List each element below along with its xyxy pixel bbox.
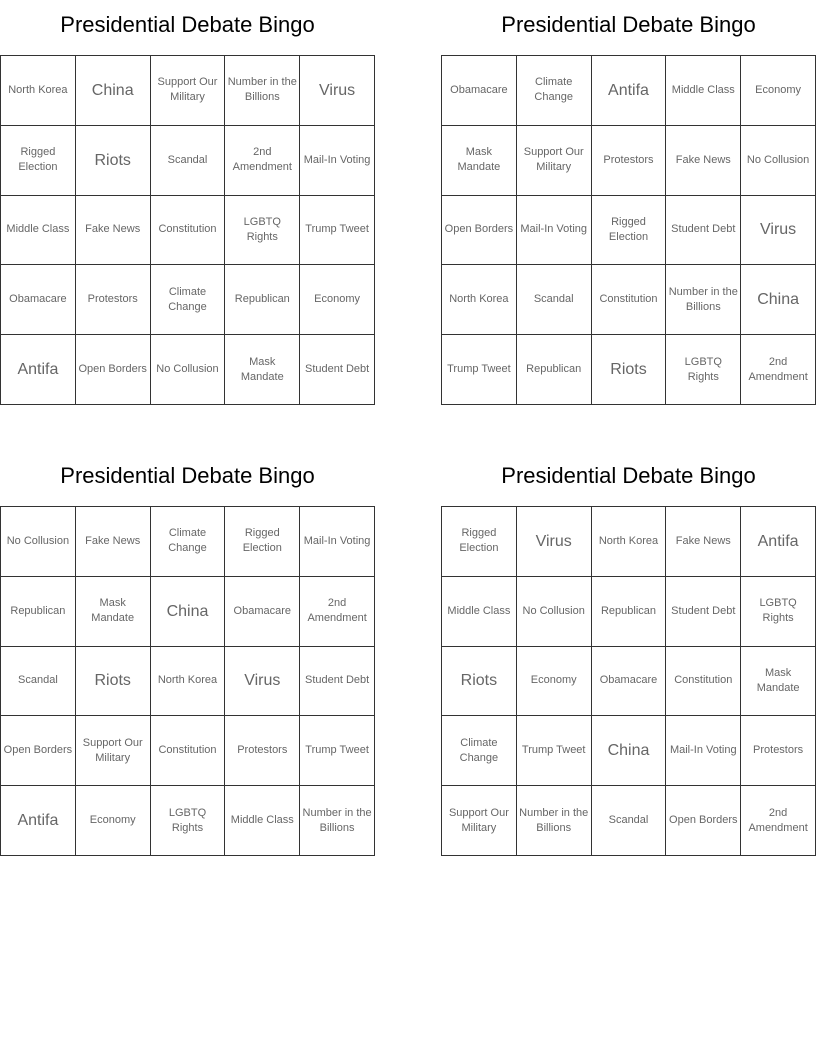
bingo-cell: China — [741, 265, 816, 335]
bingo-cell: Trump Tweet — [442, 335, 517, 405]
bingo-cell: No Collusion — [741, 126, 816, 196]
bingo-cell: 2nd Amendment — [300, 577, 375, 647]
bingo-grid — [0, 55, 375, 405]
bingo-cell: Fake News — [666, 507, 741, 577]
bingo-cell: China — [76, 56, 151, 126]
bingo-cell: Virus — [300, 56, 375, 126]
bingo-cell: China — [151, 577, 226, 647]
bingo-cell: 2nd Amendment — [741, 786, 816, 856]
bingo-cell: Rigged Election — [442, 507, 517, 577]
bingo-cell: Mail-In Voting — [300, 126, 375, 196]
bingo-cell: Mail-In Voting — [300, 507, 375, 577]
bingo-cell: Constitution — [151, 716, 226, 786]
bingo-cell: Virus — [741, 196, 816, 266]
bingo-cell: Mask Mandate — [76, 577, 151, 647]
bingo-cell: Trump Tweet — [300, 196, 375, 266]
bingo-cell: Middle Class — [225, 786, 300, 856]
bingo-cell: Number in the Billions — [517, 786, 592, 856]
bingo-cell: Protestors — [76, 265, 151, 335]
bingo-cell: Protestors — [592, 126, 667, 196]
bingo-cell: Open Borders — [666, 786, 741, 856]
bingo-cell: Riots — [76, 647, 151, 717]
bingo-cell: Number in the Billions — [225, 56, 300, 126]
bingo-cell: Climate Change — [442, 716, 517, 786]
bingo-cell: 2nd Amendment — [741, 335, 816, 405]
bingo-cell: Obamacare — [442, 56, 517, 126]
bingo-cell: Open Borders — [76, 335, 151, 405]
bingo-cell: 2nd Amendment — [225, 126, 300, 196]
bingo-cell: Virus — [225, 647, 300, 717]
bingo-cell: Student Debt — [300, 647, 375, 717]
bingo-cell: Climate Change — [151, 507, 226, 577]
bingo-cell: Virus — [517, 507, 592, 577]
bingo-cell: Republican — [1, 577, 76, 647]
bingo-grid — [441, 55, 816, 405]
bingo-cell: Constitution — [592, 265, 667, 335]
bingo-cell: Economy — [76, 786, 151, 856]
bingo-cell: Support Our Military — [442, 786, 517, 856]
bingo-cell: Support Our Military — [517, 126, 592, 196]
bingo-cell: Support Our Military — [76, 716, 151, 786]
bingo-cell: Antifa — [1, 786, 76, 856]
bingo-cell: Climate Change — [151, 265, 226, 335]
bingo-cell: Obamacare — [592, 647, 667, 717]
bingo-cell: LGBTQ Rights — [666, 335, 741, 405]
bingo-cell: Fake News — [76, 196, 151, 266]
bingo-cell: Economy — [741, 56, 816, 126]
bingo-cell: Scandal — [517, 265, 592, 335]
bingo-cell: Mask Mandate — [741, 647, 816, 717]
bingo-cell: Open Borders — [442, 196, 517, 266]
bingo-cell: Economy — [300, 265, 375, 335]
bingo-cell: Mask Mandate — [442, 126, 517, 196]
bingo-cell: North Korea — [151, 647, 226, 717]
bingo-cell: Mask Mandate — [225, 335, 300, 405]
bingo-grid — [441, 506, 816, 856]
bingo-cell: Number in the Billions — [666, 265, 741, 335]
bingo-grid — [0, 506, 375, 856]
bingo-cell: Obamacare — [1, 265, 76, 335]
card-title: Presidential Debate Bingo — [501, 463, 756, 488]
bingo-cell: LGBTQ Rights — [225, 196, 300, 266]
bingo-cell: LGBTQ Rights — [151, 786, 226, 856]
card-title: Presidential Debate Bingo — [60, 12, 315, 37]
bingo-cell: No Collusion — [1, 507, 76, 577]
bingo-cell: Mail-In Voting — [517, 196, 592, 266]
bingo-cell: Constitution — [666, 647, 741, 717]
bingo-cell: Student Debt — [666, 577, 741, 647]
bingo-cell: Scandal — [592, 786, 667, 856]
bingo-cell: North Korea — [592, 507, 667, 577]
bingo-cell: Climate Change — [517, 56, 592, 126]
bingo-cell: Rigged Election — [592, 196, 667, 266]
bingo-cell: Economy — [517, 647, 592, 717]
bingo-cell: Number in the Billions — [300, 786, 375, 856]
bingo-cell: Rigged Election — [1, 126, 76, 196]
bingo-cell: Scandal — [151, 126, 226, 196]
bingo-cell: Republican — [517, 335, 592, 405]
bingo-cell: Trump Tweet — [517, 716, 592, 786]
bingo-cell: Support Our Military — [151, 56, 226, 126]
bingo-cell: Riots — [442, 647, 517, 717]
bingo-cell: Fake News — [76, 507, 151, 577]
bingo-cell: Riots — [76, 126, 151, 196]
bingo-cell: Trump Tweet — [300, 716, 375, 786]
bingo-cell: Student Debt — [300, 335, 375, 405]
bingo-cell: Middle Class — [666, 56, 741, 126]
bingo-cell: Middle Class — [442, 577, 517, 647]
bingo-cell: Fake News — [666, 126, 741, 196]
bingo-cell: Rigged Election — [225, 507, 300, 577]
bingo-cell: Protestors — [741, 716, 816, 786]
bingo-cell: Riots — [592, 335, 667, 405]
bingo-cell: Antifa — [592, 56, 667, 126]
bingo-cell: Open Borders — [1, 716, 76, 786]
bingo-cell: Antifa — [741, 507, 816, 577]
bingo-cell: LGBTQ Rights — [741, 577, 816, 647]
bingo-cell: Obamacare — [225, 577, 300, 647]
bingo-cell: Student Debt — [666, 196, 741, 266]
bingo-cell: Mail-In Voting — [666, 716, 741, 786]
bingo-cell: China — [592, 716, 667, 786]
bingo-cell: No Collusion — [517, 577, 592, 647]
bingo-cell: Protestors — [225, 716, 300, 786]
bingo-cell: Middle Class — [1, 196, 76, 266]
bingo-cell: Scandal — [1, 647, 76, 717]
card-title: Presidential Debate Bingo — [60, 463, 315, 488]
bingo-cell: North Korea — [1, 56, 76, 126]
bingo-cell: Antifa — [1, 335, 76, 405]
bingo-cell: No Collusion — [151, 335, 226, 405]
bingo-cell: Republican — [225, 265, 300, 335]
bingo-cell: North Korea — [442, 265, 517, 335]
card-title: Presidential Debate Bingo — [501, 12, 756, 37]
bingo-cell: Constitution — [151, 196, 226, 266]
bingo-cell: Republican — [592, 577, 667, 647]
